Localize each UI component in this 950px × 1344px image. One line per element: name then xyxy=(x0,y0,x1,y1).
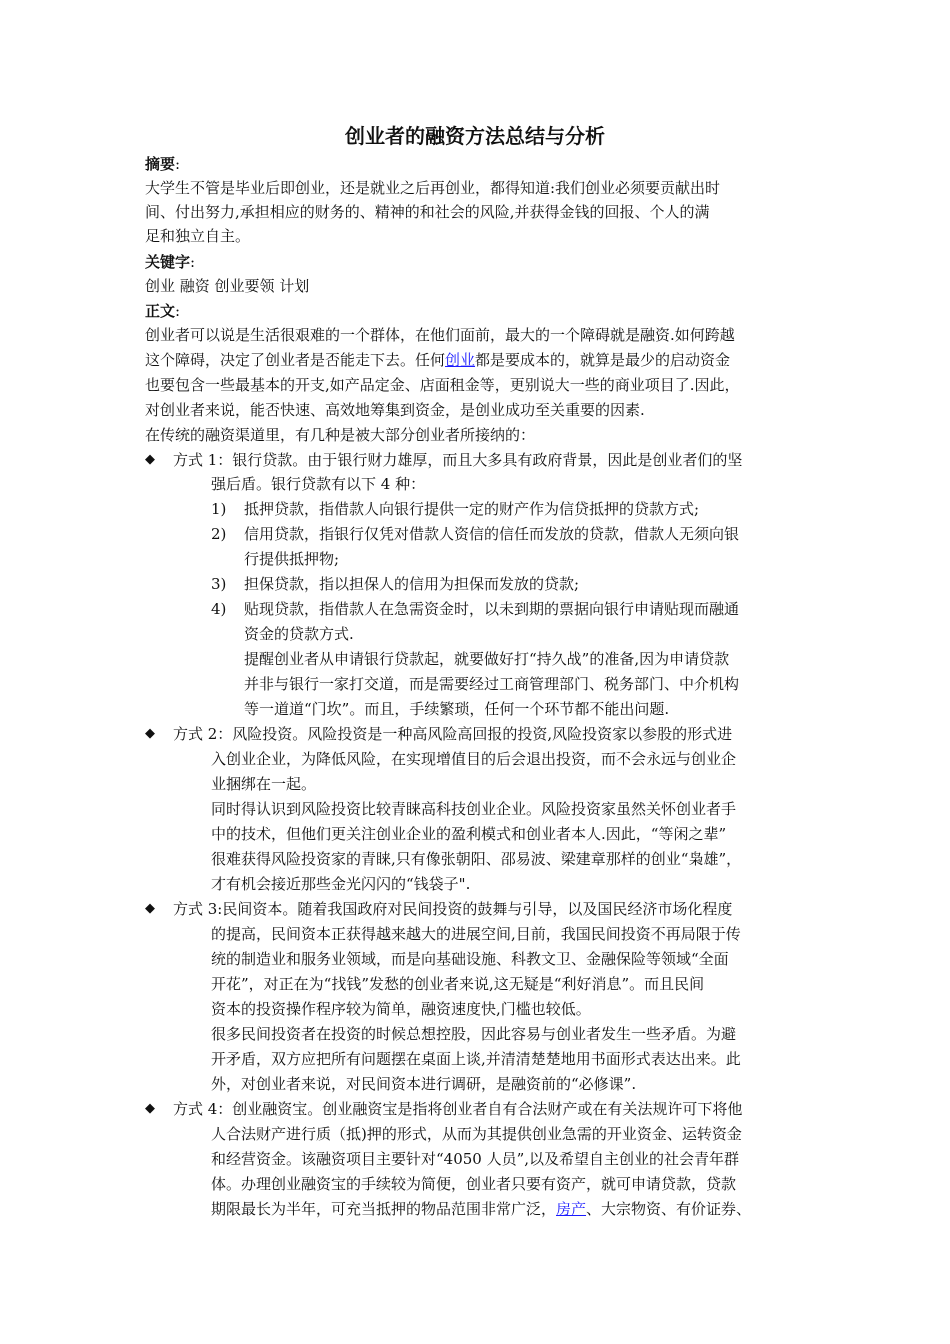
keywords-heading: 关键字 xyxy=(145,253,191,271)
paragraph-line: 也要包含一些最基本的开支,如产品定金、店面租金等，更别说大一些的商业项目了.因此， xyxy=(145,376,740,394)
abstract-line: 间、付出努力,承担相应的财务的、精神的和社会的风险,并获得金钱的回报、个人的满 xyxy=(145,203,710,221)
list-item-line: 贴现贷款，指借款人在急需资金时，以未到期的票据向银行申请贴现而融通 xyxy=(244,600,740,618)
method3-line: 开矛盾，双方应把所有问题摆在桌面上谈,并清清楚楚地用书面形式表达出来。此 xyxy=(211,1050,741,1068)
paragraph-line: 创业者可以说是生活很艰难的一个群体，在他们面前，最大的一个障碍就是融资.如何跨越 xyxy=(145,326,735,344)
list-number: 2) xyxy=(211,525,227,543)
method1-line: 方式 1：银行贷款。由于银行财力雄厚，而且大多具有政府背景，因此是创业者们的坚 xyxy=(173,451,743,469)
method4-text: 、大宗物资、有价证券、 xyxy=(586,1200,752,1218)
bullet-diamond-icon: ◆ xyxy=(145,901,155,916)
startup-link[interactable]: 创业 xyxy=(445,351,476,369)
paragraph-line xyxy=(145,348,730,372)
abstract-line: 大学生不管是毕业后即创业，还是就业之后再创业，都得知道:我们创业必须要贡献出时 xyxy=(145,179,721,197)
method3-line: 很多民间投资者在投资的时候总想控股，因此容易与创业者发生一些矛盾。为避 xyxy=(211,1025,737,1043)
abstract-line: 足和独立自主。 xyxy=(145,227,251,245)
list-number: 3) xyxy=(211,575,227,593)
keywords-heading-colon: : xyxy=(190,253,196,271)
list-number: 1) xyxy=(211,500,227,518)
keywords-text: 创业 融资 创业要领 计划 xyxy=(145,277,310,295)
list-item-line: 资金的贷款方式. xyxy=(244,625,354,643)
method3-line: 统的制造业和服务业领域，而是向基础设施、科教文卫、金融保险等领域“全面 xyxy=(211,950,729,968)
method4-text: 期限最长为半年，可充当抵押的物品范围非常广泛， xyxy=(211,1200,557,1218)
method1-note-line: 并非与银行一家打交道，而是需要经过工商管理部门、税务部门、中介机构 xyxy=(244,675,740,693)
paragraph-text: 都是要成本的，就算是最少的启动资金 xyxy=(475,351,731,369)
method4-line: 和经营资金。该融资项目主要针对“4050 人员”,以及希望自主创业的社会青年群 xyxy=(211,1150,740,1168)
bullet-diamond-icon: ◆ xyxy=(145,452,155,467)
method4-line: 体。办理创业融资宝的手续较为简便，创业者只要有资产，就可申请贷款，贷款 xyxy=(211,1175,737,1193)
method2-line: 入创业企业，为降低风险，在实现增值目的后会退出投资，而不会永远与创业企 xyxy=(211,750,737,768)
method1-note-line: 等一道道“门坎”。而且，手续繁琐，任何一个环节都不能出问题. xyxy=(244,700,670,718)
keywords-heading-line xyxy=(145,250,195,274)
bullet-diamond-icon: ◆ xyxy=(145,726,155,741)
method3-line: 方式 3:民间资本。随着我国政府对民间投资的鼓舞与引导，以及国民经济市场化程度 xyxy=(173,900,733,918)
method2-line: 才有机会接近那些金光闪闪的“钱袋子". xyxy=(211,875,471,893)
method3-line: 资本的投资操作程序较为简单，融资速度快,门槛也较低。 xyxy=(211,1000,591,1018)
paragraph-line: 对创业者来说，能否快速、高效地筹集到资金，是创业成功至关重要的因素. xyxy=(145,401,645,419)
list-item-line: 担保贷款，指以担保人的信用为担保而发放的贷款; xyxy=(244,575,580,593)
method2-line: 中的技术，但他们更关注创业企业的盈利模式和创业者本人.因此，“等闲之辈” xyxy=(211,825,727,843)
paragraph-line: 在传统的融资渠道里，有几种是被大部分创业者所接纳的： xyxy=(145,426,536,444)
method3-line: 的提高，民间资本正获得越来越大的进展空间,目前，我国民间投资不再局限于传 xyxy=(211,925,741,943)
method2-line: 很难获得风险投资家的青睐,只有像张朝阳、邵易波、梁建章那样的创业“枭雄”， xyxy=(211,850,742,868)
method2-line: 业捆绑在一起。 xyxy=(211,775,317,793)
bullet-diamond-icon: ◆ xyxy=(145,1101,155,1116)
method1-line: 强后盾。银行贷款有以下 4 种： xyxy=(211,475,426,493)
method3-line: 开花”，对正在为“找钱”发愁的创业者来说,这无疑是“利好消息”。而且民间 xyxy=(211,975,705,993)
method4-line: 方式 4：创业融资宝。创业融资宝是指将创业者自有合法财产或在有关法规许可下将他 xyxy=(173,1100,743,1118)
document-title: 创业者的融资方法总结与分析 xyxy=(345,124,605,148)
abstract-heading-line xyxy=(145,152,180,176)
list-item-line: 抵押贷款，指借款人向银行提供一定的财产作为信贷抵押的贷款方式; xyxy=(244,500,700,518)
method4-line: 人合法财产进行质（抵)押的形式，从而为其提供创业急需的开业资金、运转资金 xyxy=(211,1125,742,1143)
method4-line xyxy=(211,1197,751,1221)
body-heading-line xyxy=(145,299,180,323)
body-heading-colon: : xyxy=(175,302,181,320)
body-heading: 正文 xyxy=(145,302,176,320)
method1-note-line: 提醒创业者从申请银行贷款起，就要做好打“持久战”的准备,因为申请贷款 xyxy=(244,650,730,668)
method2-line: 方式 2：风险投资。风险投资是一种高风险高回报的投资,风险投资家以参股的形式进 xyxy=(173,725,733,743)
abstract-heading: 摘要 xyxy=(145,155,176,173)
list-item-line: 行提供抵押物; xyxy=(244,550,340,568)
abstract-heading-colon: : xyxy=(175,155,181,173)
list-number: 4) xyxy=(211,600,227,618)
list-item-line: 信用贷款，指银行仅凭对借款人资信的信任而发放的贷款，借款人无须向银 xyxy=(244,525,740,543)
method2-line: 同时得认识到风险投资比较青睐高科技创业企业。风险投资家虽然关怀创业者手 xyxy=(211,800,737,818)
method3-line: 外，对创业者来说，对民间资本进行调研，是融资前的“必修课”. xyxy=(211,1075,637,1093)
real-estate-link[interactable]: 房产 xyxy=(556,1200,587,1218)
paragraph-text: 这个障碍，决定了创业者是否能走下去。任何 xyxy=(145,351,446,369)
